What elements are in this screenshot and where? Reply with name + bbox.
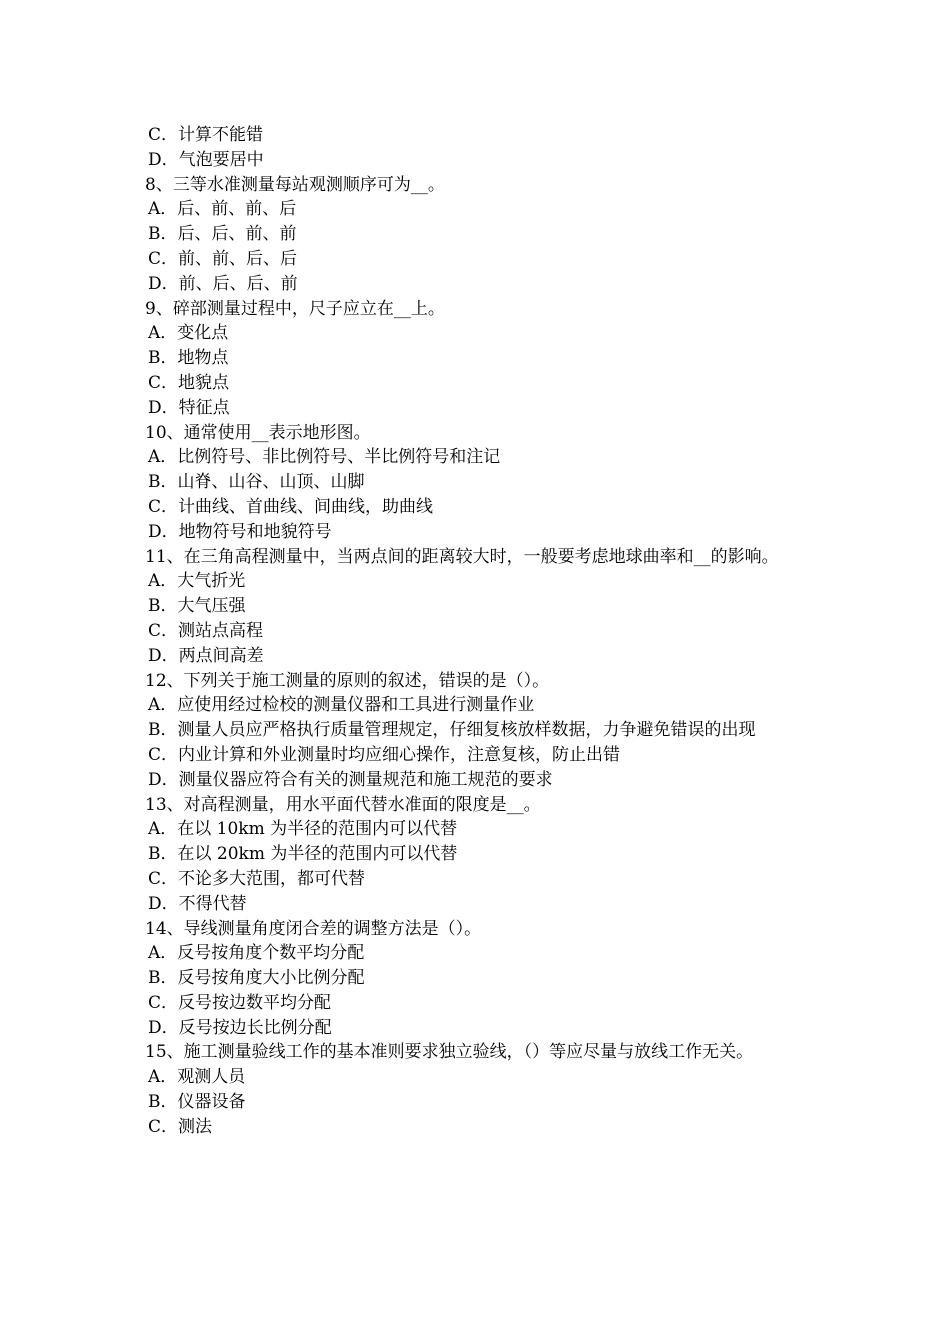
question-10-stem: 10、通常使用__表示地形图。 <box>145 422 371 443</box>
question-list <box>145 123 807 1140</box>
question-10-option-d: D．地物符号和地貌符号 <box>148 521 332 542</box>
question-12-option-d: D．测量仪器应符合有关的测量规范和施工规范的要求 <box>148 769 553 790</box>
question-11-option-d: D．两点间高差 <box>148 645 264 666</box>
question-14-option-a: A．反号按角度个数平均分配 <box>148 943 365 964</box>
question-9-option-c: C．地貌点 <box>148 372 230 393</box>
question-12-stem: 12、下列关于施工测量的原则的叙述，错误的是（）。 <box>145 670 550 691</box>
question-13-stem: 13、对高程测量，用水平面代替水准面的限度是__。 <box>145 794 541 815</box>
question-13-option-b: B．在以 20km 为半径的范围内可以代替 <box>148 844 458 865</box>
question-12-option-c: C．内业计算和外业测量时均应细心操作，注意复核，防止出错 <box>148 744 621 765</box>
question-10-option-a: A．比例符号、非比例符号、半比例符号和注记 <box>148 447 501 468</box>
question-9-stem: 9、碎部测量过程中，尺子应立在__上。 <box>145 298 445 319</box>
question-15-option-c: C．测法 <box>148 1116 213 1137</box>
question-8-stem: 8、三等水准测量每站观测顺序可为__。 <box>145 174 445 195</box>
question-8-option-d: D．前、后、后、前 <box>148 273 298 294</box>
question-8-option-b: B．后、后、前、前 <box>148 224 297 245</box>
question-9-option-d: D．特征点 <box>148 397 230 418</box>
question-11-stem: 11、在三角高程测量中，当两点间的距离较大时，一般要考虑地球曲率和__的影响。 <box>145 546 779 567</box>
option-d: D．气泡要居中 <box>148 149 264 170</box>
question-15-option-b: B．仪器设备 <box>148 1092 246 1113</box>
question-14-option-b: B．反号按角度大小比例分配 <box>148 968 365 989</box>
question-12-option-a: A．应使用经过检校的测量仪器和工具进行测量作业 <box>148 695 535 716</box>
question-14-option-c: C．反号按边数平均分配 <box>148 992 332 1013</box>
question-8-option-c: C．前、前、后、后 <box>148 248 298 269</box>
question-8-option-a: A．后、前、前、后 <box>148 199 297 220</box>
question-15-option-a: A．观测人员 <box>148 1067 246 1088</box>
question-11-option-a: A．大气折光 <box>148 571 246 592</box>
question-12-option-b: B．测量人员应严格执行质量管理规定，仔细复核放样数据，力争避免错误的出现 <box>148 720 756 741</box>
question-10-option-c: C．计曲线、首曲线、间曲线，助曲线 <box>148 496 434 517</box>
question-14-option-d: D．反号按边长比例分配 <box>148 1017 332 1038</box>
option-c: C．计算不能错 <box>148 125 264 145</box>
question-13-option-c: C．不论多大范围，都可代替 <box>148 868 366 889</box>
question-14-stem: 14、导线测量角度闭合差的调整方法是（）。 <box>145 918 482 939</box>
question-9-option-a: A．变化点 <box>148 323 229 344</box>
question-9-option-b: B．地物点 <box>148 348 229 369</box>
question-13-option-a: A．在以 10km 为半径的范围内可以代替 <box>148 819 458 840</box>
question-11-option-c: C．测站点高程 <box>148 620 264 641</box>
question-15-stem: 15、施工测量验线工作的基本准则要求独立验线，（）等应尽量与放线工作无关。 <box>145 1042 754 1063</box>
question-13-option-d: D．不得代替 <box>148 893 247 914</box>
question-11-option-b: B．大气压强 <box>148 596 246 617</box>
question-10-option-b: B．山脊、山谷、山顶、山脚 <box>148 472 365 493</box>
